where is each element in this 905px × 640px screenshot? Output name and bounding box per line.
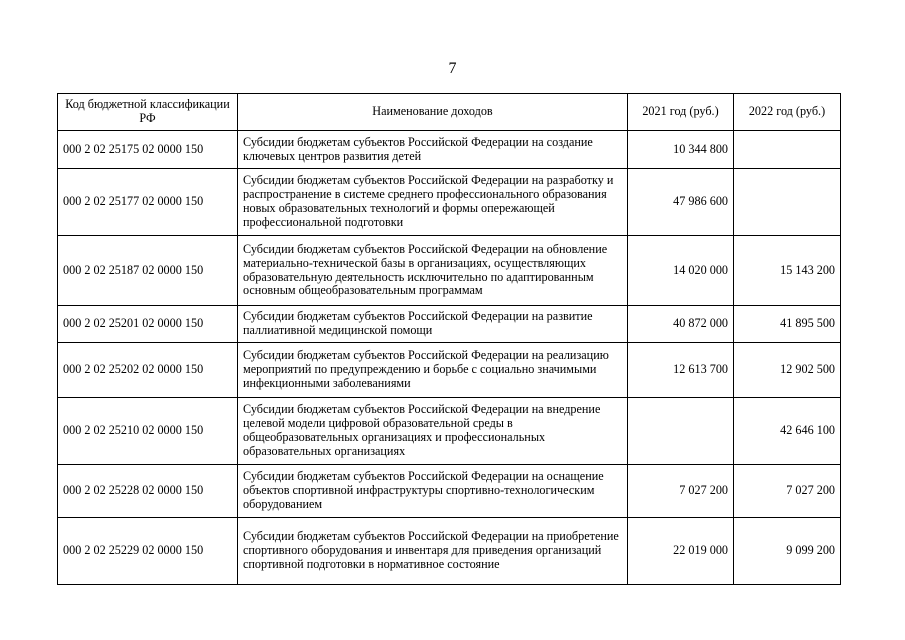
cell-name: Субсидии бюджетам субъектов Российской Федерации на внедрение целевой модели цифровой образовательной среды в общеобразовательных организациях и профессиональных образовательных организациях [238, 398, 628, 465]
table-row [58, 465, 841, 518]
cell-code: 000 2 02 25229 02 0000 150 [58, 518, 238, 585]
header-2021: 2021 год (руб.) [628, 94, 734, 131]
cell-name: Субсидии бюджетам субъектов Российской Федерации на реализацию мероприятий по предупреждению и борьбе с социально значимыми инфекционными заболеваниями [238, 343, 628, 398]
header-code: Код бюджетной классификации РФ [58, 94, 238, 131]
table-row [58, 518, 841, 585]
table-header-row [58, 94, 841, 131]
cell-2022 [734, 131, 841, 169]
cell-code: 000 2 02 25201 02 0000 150 [58, 306, 238, 343]
cell-name: Субсидии бюджетам субъектов Российской Федерации на оснащение объектов спортивной инфраструктуры спортивно-технологическим оборудованием [238, 465, 628, 518]
table-row [58, 131, 841, 169]
header-name: Наименование доходов [238, 94, 628, 131]
cell-2022: 9 099 200 [734, 518, 841, 585]
cell-2022: 41 895 500 [734, 306, 841, 343]
cell-name: Субсидии бюджетам субъектов Российской Федерации на обновление материально-технической базы в организациях, осуществляющих образовательную деятельность исключительно по адаптированным основным общеобразовательным программам [238, 236, 628, 306]
cell-2021 [628, 398, 734, 465]
table-row [58, 343, 841, 398]
cell-code: 000 2 02 25228 02 0000 150 [58, 465, 238, 518]
cell-2022: 15 143 200 [734, 236, 841, 306]
cell-name: Субсидии бюджетам субъектов Российской Федерации на приобретение спортивного оборудования и инвентаря для приведения организаций спортивной подготовки в нормативное состояние [238, 518, 628, 585]
cell-2021: 22 019 000 [628, 518, 734, 585]
cell-name: Субсидии бюджетам субъектов Российской Федерации на развитие паллиативной медицинской помощи [238, 306, 628, 343]
cell-code: 000 2 02 25187 02 0000 150 [58, 236, 238, 306]
page-number: 7 [448, 60, 457, 77]
table-row [58, 236, 841, 306]
cell-code: 000 2 02 25177 02 0000 150 [58, 169, 238, 236]
cell-2021: 47 986 600 [628, 169, 734, 236]
cell-2021: 10 344 800 [628, 131, 734, 169]
table-row [58, 398, 841, 465]
cell-name: Субсидии бюджетам субъектов Российской Федерации на разработку и распространение в системе среднего профессионального образования новых образовательных технологий и формы опережающей профессиональной подготовки [238, 169, 628, 236]
cell-2021: 12 613 700 [628, 343, 734, 398]
cell-2022: 7 027 200 [734, 465, 841, 518]
header-2022: 2022 год (руб.) [734, 94, 841, 131]
cell-2021: 14 020 000 [628, 236, 734, 306]
cell-name: Субсидии бюджетам субъектов Российской Федерации на создание ключевых центров развития детей [238, 131, 628, 169]
cell-code: 000 2 02 25210 02 0000 150 [58, 398, 238, 465]
cell-code: 000 2 02 25175 02 0000 150 [58, 131, 238, 169]
cell-2022: 42 646 100 [734, 398, 841, 465]
table-row [58, 169, 841, 236]
cell-2021: 7 027 200 [628, 465, 734, 518]
revenue-table [57, 93, 841, 585]
cell-code: 000 2 02 25202 02 0000 150 [58, 343, 238, 398]
cell-2021: 40 872 000 [628, 306, 734, 343]
table-row [58, 306, 841, 343]
cell-2022: 12 902 500 [734, 343, 841, 398]
cell-2022 [734, 169, 841, 236]
